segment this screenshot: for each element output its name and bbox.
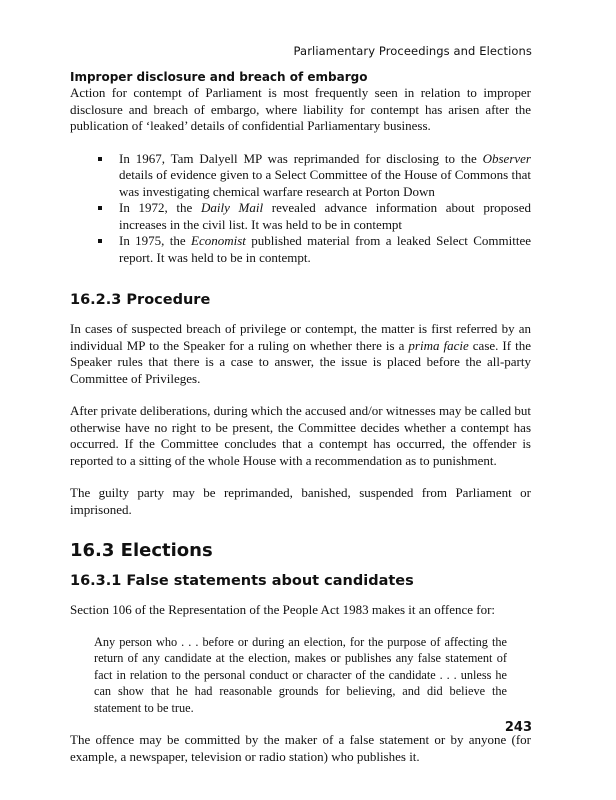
procedure-paragraph-2: After private deliberations, during which the accused and/or witnesses may be called but otherwise have no right to be present, the Committee decides whether a contempt has occurred. If the Committee concludes that a contempt has occurred, the offender is reported to a sitting of the whole House with a recommendation as to punishment. — [70, 403, 531, 468]
statute-quote: Any person who . . . before or during an election, for the purpose of affecting the return of any candidate at the election, makes or publishes any false statement of fact in relation to the personal conduct or character of the candidate . . . unless he can show that he had reasonable grounds for believing, and did believe the statement to be true. — [94, 634, 507, 715]
heading-procedure: 16.2.3 Procedure — [70, 292, 211, 308]
page-number: 243 — [504, 720, 532, 735]
contempt-examples-list — [70, 151, 531, 267]
list-item: In 1967, Tam Dalyell MP was reprimanded for disclosing to the Observer details of evidence given to a Select Committee of the House of Commons that was investigating chemical warfare research at Porton Down — [98, 151, 531, 201]
heading-false-statements: 16.3.1 False statements about candidates — [70, 573, 414, 589]
procedure-paragraph-3: The guilty party may be reprimanded, banished, suspended from Parliament or imprisoned. — [70, 485, 531, 517]
heading-improper-disclosure: Improper disclosure and breach of embargo — [70, 70, 368, 84]
page-content — [70, 69, 531, 765]
procedure-paragraph-1: In cases of suspected breach of privilege or contempt, the matter is first referred by an individual MP to the Speaker for a ruling on whether there is a prima facie case. If the Speaker rules that there is a case to answer, the issue is placed before the all-party Committee of Privileges. — [70, 321, 531, 386]
elections-closing: The offence may be committed by the maker of a false statement or by anyone (for example, a newspaper, television or radio station) who publishes it. — [70, 732, 531, 764]
heading-elections: 16.3 Elections — [70, 540, 213, 561]
list-item: In 1975, the Economist published material from a leaked Select Committee report. It was held to be in contempt. — [98, 233, 531, 266]
improper-disclosure-intro: Action for contempt of Parliament is most frequently seen in relation to improper disclosure and breach of embargo, where liability for contempt has arisen after the publication of ‘leaked’ details of confidential Parliamentary business. — [70, 85, 531, 133]
running-head: Parliamentary Proceedings and Elections — [293, 44, 532, 58]
list-item: In 1972, the Daily Mail revealed advance information about proposed increases in the civil list. It was held to be in contempt — [98, 200, 531, 233]
elections-intro: Section 106 of the Representation of the People Act 1983 makes it an offence for: — [70, 602, 496, 617]
